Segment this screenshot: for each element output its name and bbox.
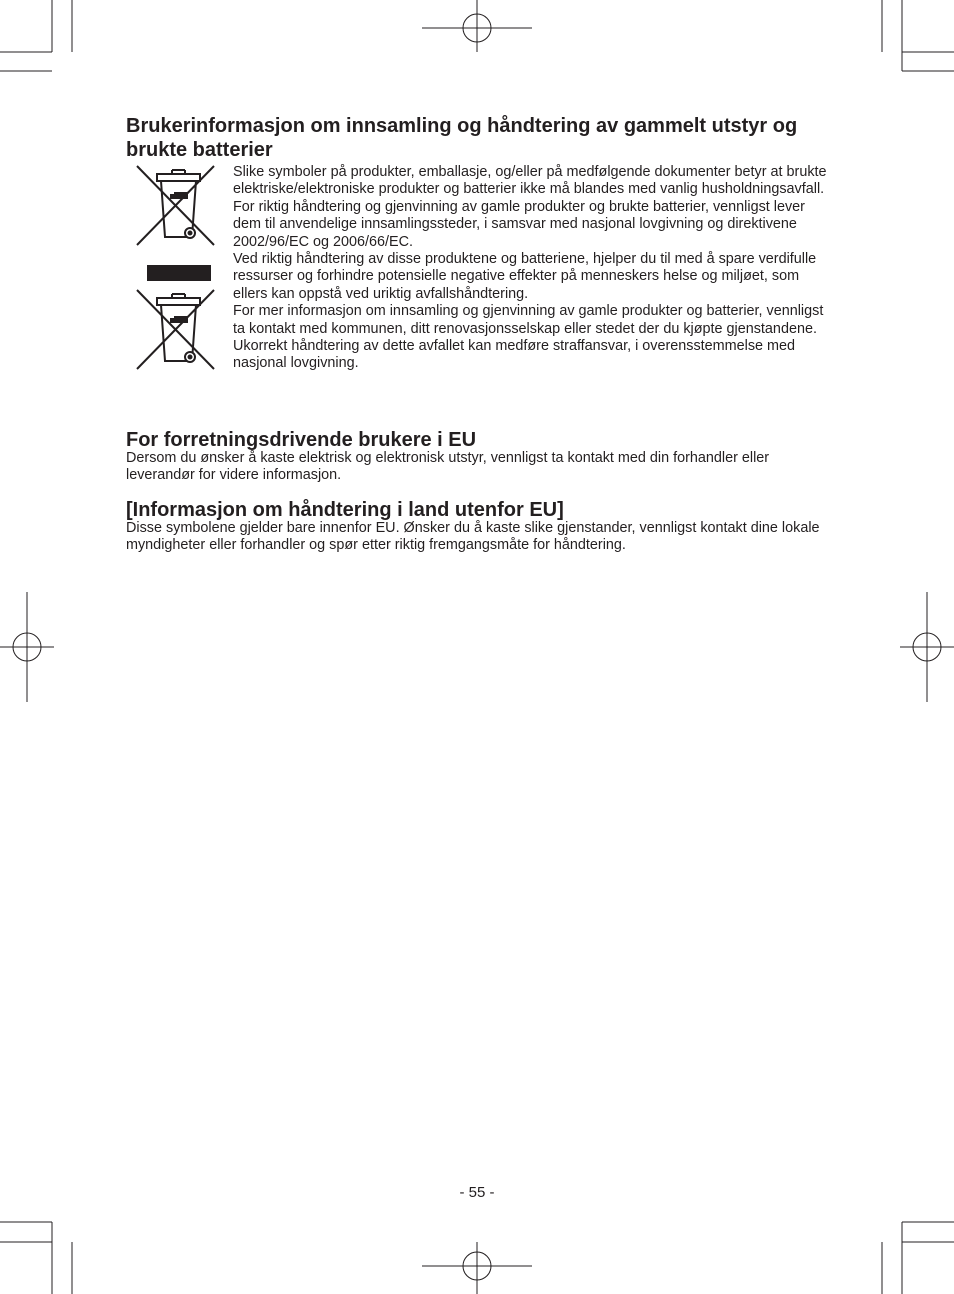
intro-paragraph: Ved riktig håndtering av disse produktene og batteriene, hjelper du til med å spare verdifulle ressurser og forhindre potensielle negative effekter på menneskers helse og miljøet, som ellers kan oppstå ved uriktig avfallshåndtering. (233, 251, 817, 302)
intro-paragraph: For riktig håndtering og gjenvinning av gamle produkter og brukte batterier, vennligst lever dem til anvendelige innsamlingssteder, i samsvar med nasjonal lovgivning og direktivene 2002/96/EC og 2006/66/EC. (233, 198, 805, 250)
page-title: Brukerinformasjon om innsamling og håndtering av gammelt utstyr og brukte batterier (126, 115, 798, 161)
outside-eu-heading: [Informasjon om håndtering i land utenfor EU] (126, 499, 564, 521)
business-text: Dersom du ønsker å kaste elektrisk og elektronisk utstyr, vennligst ta kontakt med din forhandler eller leverandør for videre informasjon. (126, 450, 770, 484)
business-heading: For forretningsdrivende brukere i EU (126, 429, 477, 451)
intro-paragraph: Ukorrekt håndtering av dette avfallet kan medføre straffansvar, i overensstemmelse med nasjonal lovgivning. (233, 338, 796, 372)
crossed-out-bin-icon (134, 163, 218, 247)
intro-paragraph: Slike symboler på produkter, emballasje, og/eller på medfølgende dokumenter betyr at brukte elektriske/elektroniske produkter og batterier ikke må blandes med vanlig husholdningsavfall. (233, 164, 827, 198)
weee-symbols (134, 163, 218, 376)
outside-eu-text: Disse symbolene gjelder bare innenfor EU. Ønsker du å kaste slike gjenstander, vennligst kontakt dine lokale myndigheter eller forhandler og spør etter riktig fremgangsmåte for håndtering. (126, 520, 820, 554)
crossed-out-bin-with-bar-icon (134, 287, 218, 371)
bar-symbol (147, 265, 211, 281)
page-number: - 55 - (459, 1184, 495, 1201)
intro-text (233, 164, 833, 373)
intro-paragraph: For mer informasjon om innsamling og gjenvinning av gamle produkter og batterier, vennligst ta kontakt med kommunen, ditt renovasjonsselskap eller stedet der du kjøpte gjenstandene. (233, 303, 824, 337)
